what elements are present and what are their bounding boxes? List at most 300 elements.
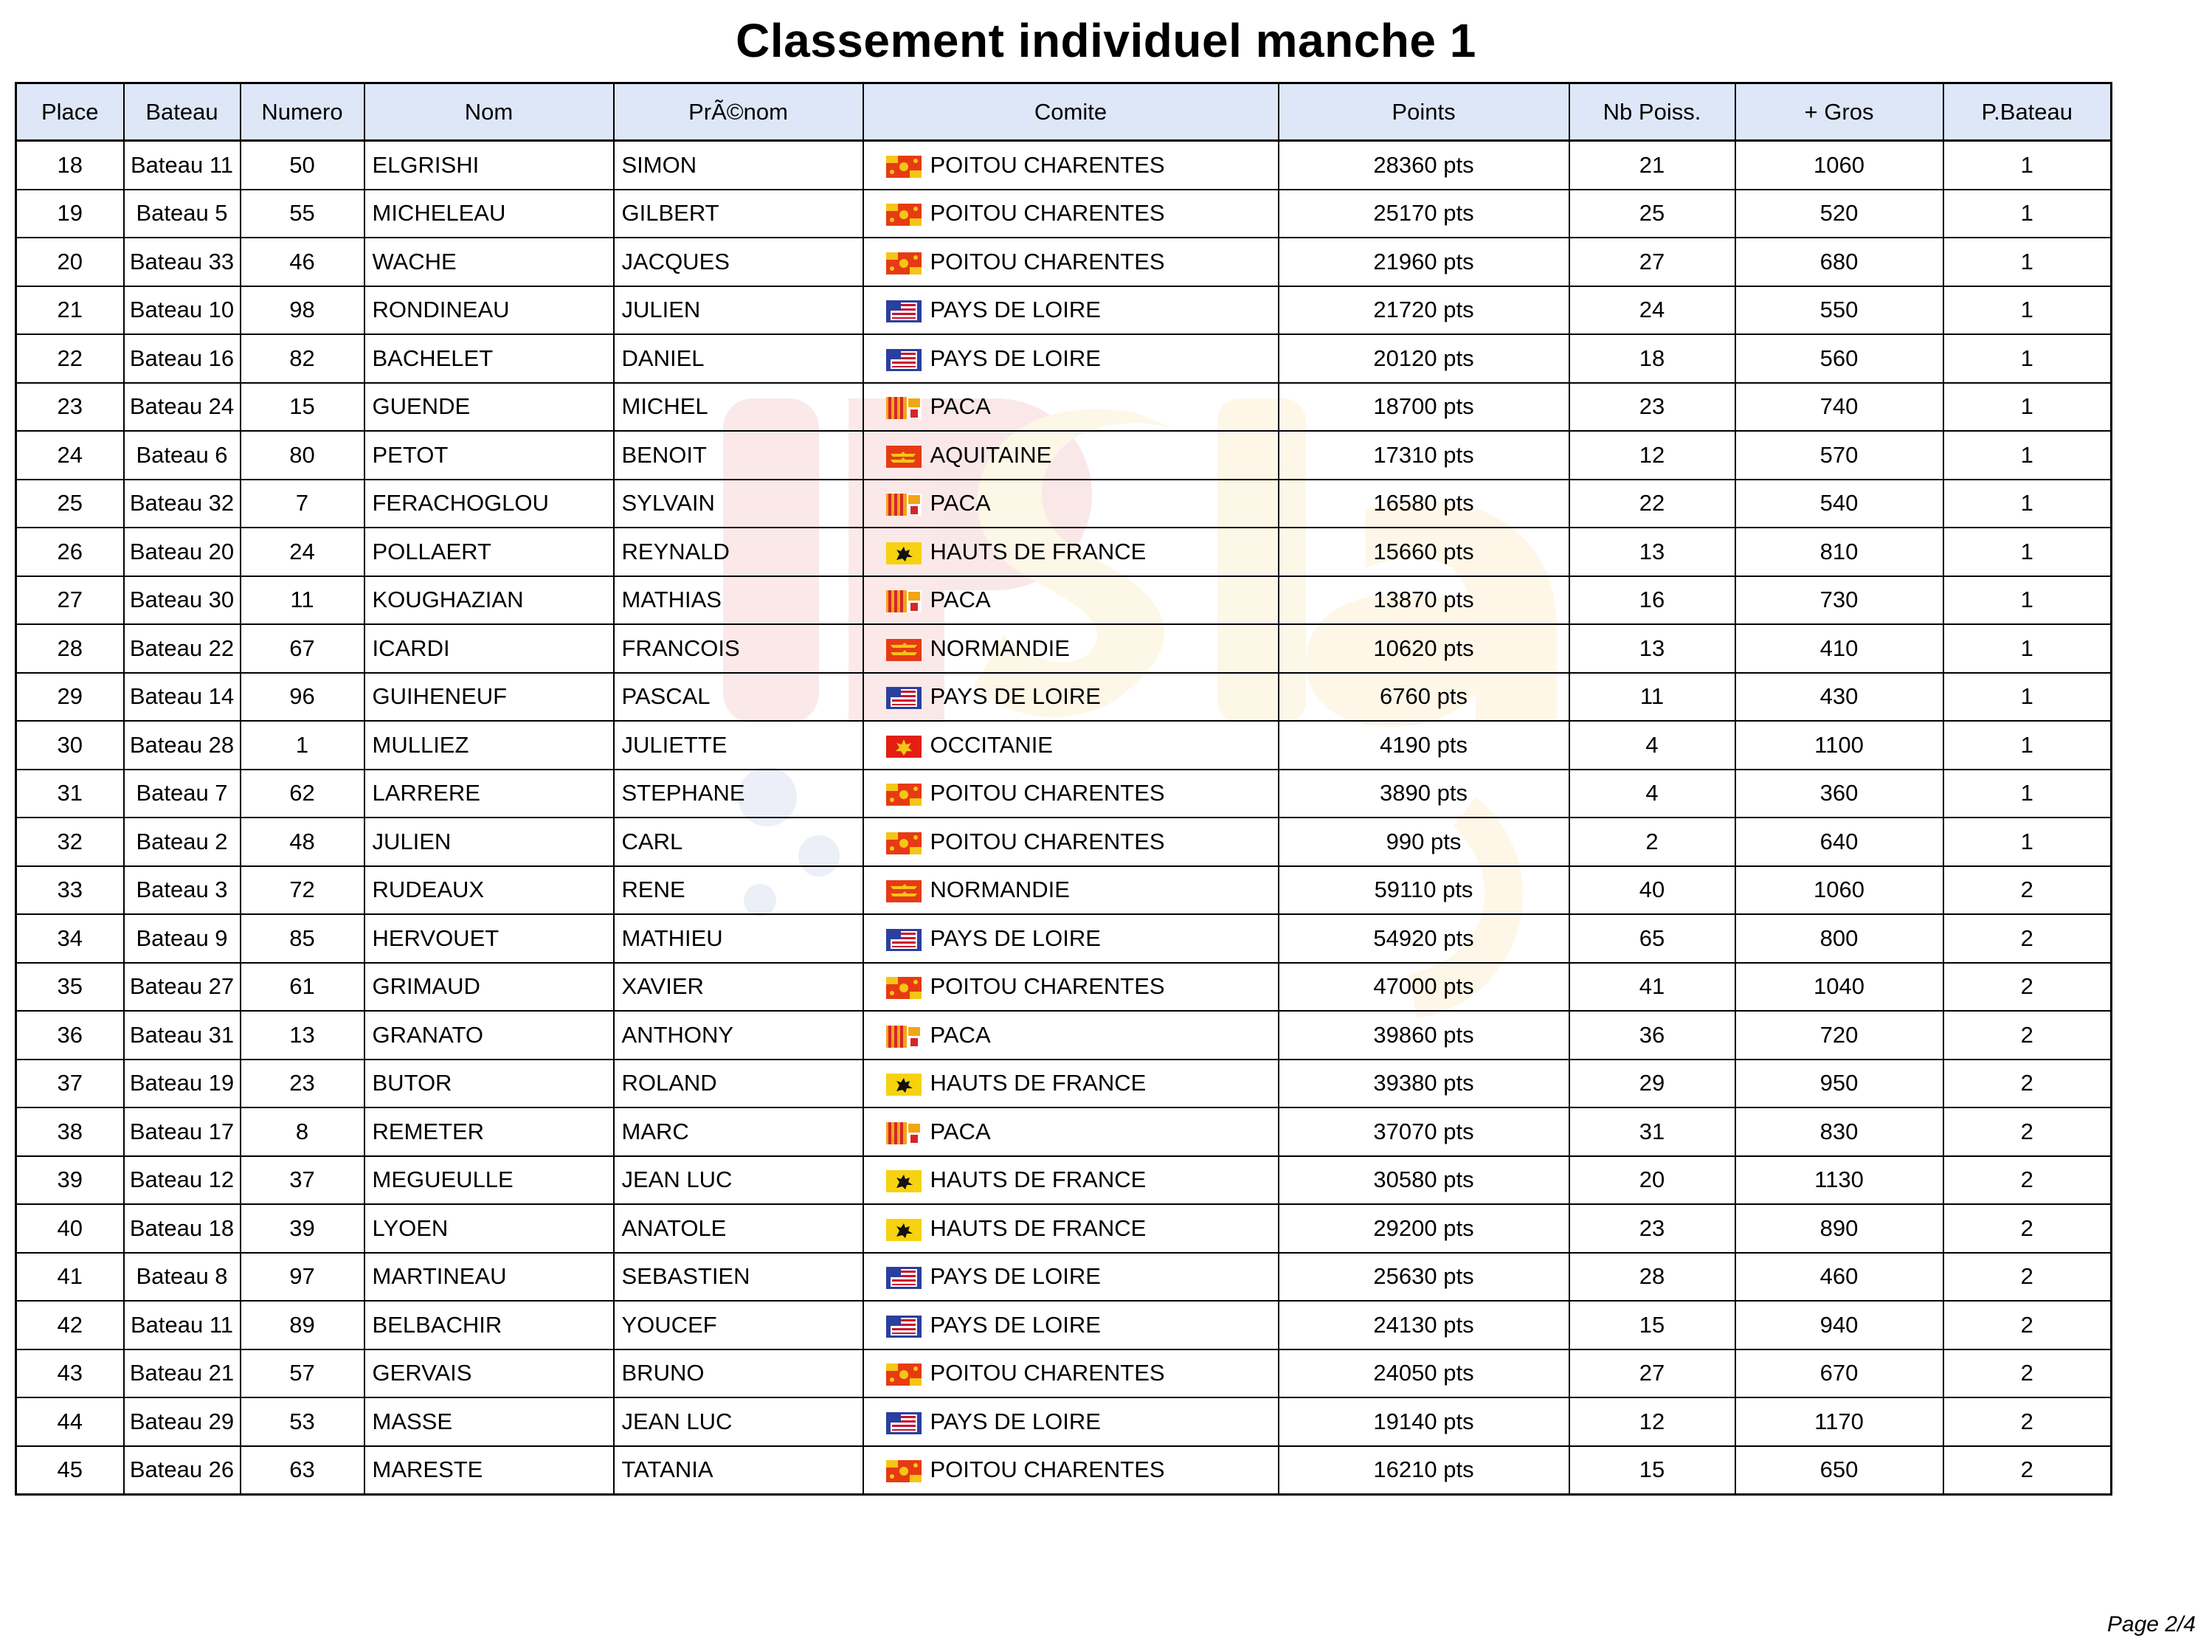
numero-cell: 61	[241, 963, 364, 1012]
gros-cell: 1060	[1735, 866, 1943, 915]
comite-label: PAYS DE LOIRE	[930, 345, 1101, 371]
prenom-cell: ANTHONY	[614, 1011, 863, 1060]
numero-cell: 96	[241, 673, 364, 722]
points-cell: 25170 pts	[1279, 190, 1569, 238]
table-row	[16, 1349, 2112, 1398]
p-bateau-cell: 1	[1943, 576, 2112, 625]
points-cell: 19140 pts	[1279, 1397, 1569, 1446]
place-cell: 45	[16, 1446, 124, 1495]
comite-label: PACA	[930, 490, 991, 516]
nom-cell: POLLAERT	[364, 528, 614, 576]
nb-poiss-cell: 21	[1569, 141, 1735, 190]
gros-cell: 720	[1735, 1011, 1943, 1060]
place-cell: 29	[16, 673, 124, 722]
points-cell: 24050 pts	[1279, 1349, 1569, 1398]
place-cell: 33	[16, 866, 124, 915]
place-cell: 37	[16, 1060, 124, 1108]
nom-cell: BELBACHIR	[364, 1301, 614, 1349]
gros-cell: 730	[1735, 576, 1943, 625]
loire-flag-icon	[886, 687, 922, 709]
numero-cell: 37	[241, 1156, 364, 1205]
p-bateau-cell: 1	[1943, 334, 2112, 383]
prenom-cell: STEPHANE	[614, 770, 863, 818]
place-cell: 20	[16, 238, 124, 286]
poitou-flag-icon	[886, 1364, 922, 1386]
comite-cell	[863, 770, 1279, 818]
nb-poiss-cell: 40	[1569, 866, 1735, 915]
gros-cell: 890	[1735, 1204, 1943, 1253]
prenom-cell: JULIEN	[614, 286, 863, 335]
prenom-cell: RENE	[614, 866, 863, 915]
table-row	[16, 576, 2112, 625]
nb-poiss-cell: 11	[1569, 673, 1735, 722]
poitou-flag-icon	[886, 252, 922, 274]
gros-cell: 670	[1735, 1349, 1943, 1398]
hauts-flag-icon	[886, 542, 922, 564]
gros-cell: 540	[1735, 480, 1943, 528]
bateau-cell: Bateau 17	[124, 1107, 241, 1156]
comite-label: PACA	[930, 1118, 991, 1144]
p-bateau-cell: 1	[1943, 431, 2112, 480]
p-bateau-cell: 1	[1943, 141, 2112, 190]
bateau-cell: Bateau 11	[124, 1301, 241, 1349]
hauts-flag-icon	[886, 1170, 922, 1192]
comite-cell	[863, 818, 1279, 866]
nb-poiss-cell: 15	[1569, 1301, 1735, 1349]
p-bateau-cell: 1	[1943, 673, 2112, 722]
comite-label: PAYS DE LOIRE	[930, 683, 1101, 710]
comite-label: HAUTS DE FRANCE	[930, 1070, 1147, 1096]
nb-poiss-cell: 12	[1569, 1397, 1735, 1446]
p-bateau-cell: 1	[1943, 383, 2112, 432]
gros-cell: 560	[1735, 334, 1943, 383]
place-cell: 21	[16, 286, 124, 335]
loire-flag-icon	[886, 1412, 922, 1434]
bateau-cell: Bateau 24	[124, 383, 241, 432]
points-cell: 47000 pts	[1279, 963, 1569, 1012]
prenom-cell: CARL	[614, 818, 863, 866]
gros-cell: 520	[1735, 190, 1943, 238]
nom-cell: MULLIEZ	[364, 721, 614, 770]
nom-cell: MASSE	[364, 1397, 614, 1446]
points-cell: 4190 pts	[1279, 721, 1569, 770]
points-cell: 20120 pts	[1279, 334, 1569, 383]
p-bateau-cell: 1	[1943, 721, 2112, 770]
bateau-cell: Bateau 21	[124, 1349, 241, 1398]
loire-flag-icon	[886, 1316, 922, 1338]
numero-cell: 63	[241, 1446, 364, 1495]
prenom-cell: MARC	[614, 1107, 863, 1156]
prenom-cell: DANIEL	[614, 334, 863, 383]
bateau-cell: Bateau 19	[124, 1060, 241, 1108]
points-cell: 28360 pts	[1279, 141, 1569, 190]
gros-cell: 460	[1735, 1253, 1943, 1302]
gros-cell: 810	[1735, 528, 1943, 576]
p-bateau-cell: 1	[1943, 528, 2112, 576]
numero-cell: 24	[241, 528, 364, 576]
table-row	[16, 1011, 2112, 1060]
nom-cell: WACHE	[364, 238, 614, 286]
header-bateau: Bateau	[124, 83, 241, 141]
poitou-flag-icon	[886, 204, 922, 226]
points-cell: 59110 pts	[1279, 866, 1569, 915]
table-row	[16, 1156, 2112, 1205]
p-bateau-cell: 1	[1943, 818, 2112, 866]
place-cell: 36	[16, 1011, 124, 1060]
paca-flag-icon	[886, 590, 922, 612]
prenom-cell: XAVIER	[614, 963, 863, 1012]
points-cell: 18700 pts	[1279, 383, 1569, 432]
nom-cell: GUENDE	[364, 383, 614, 432]
points-cell: 17310 pts	[1279, 431, 1569, 480]
hauts-flag-icon	[886, 1219, 922, 1241]
place-cell: 43	[16, 1349, 124, 1398]
occitanie-flag-icon	[886, 736, 922, 758]
place-cell: 26	[16, 528, 124, 576]
bateau-cell: Bateau 2	[124, 818, 241, 866]
gros-cell: 410	[1735, 624, 1943, 673]
numero-cell: 82	[241, 334, 364, 383]
poitou-flag-icon	[886, 977, 922, 999]
prenom-cell: JEAN LUC	[614, 1156, 863, 1205]
table-row	[16, 673, 2112, 722]
bateau-cell: Bateau 32	[124, 480, 241, 528]
nb-poiss-cell: 27	[1569, 1349, 1735, 1398]
comite-label: HAUTS DE FRANCE	[930, 538, 1147, 564]
place-cell: 41	[16, 1253, 124, 1302]
prenom-cell: FRANCOIS	[614, 624, 863, 673]
gros-cell: 1060	[1735, 141, 1943, 190]
hauts-flag-icon	[886, 1074, 922, 1096]
prenom-cell: BENOIT	[614, 431, 863, 480]
page-number: Page 2/4	[2106, 1612, 2196, 1637]
points-cell: 39380 pts	[1279, 1060, 1569, 1108]
nom-cell: RUDEAUX	[364, 866, 614, 915]
gros-cell: 550	[1735, 286, 1943, 335]
numero-cell: 57	[241, 1349, 364, 1398]
place-cell: 24	[16, 431, 124, 480]
comite-label: PACA	[930, 393, 991, 420]
comite-label: HAUTS DE FRANCE	[930, 1167, 1147, 1193]
comite-cell	[863, 576, 1279, 625]
numero-cell: 53	[241, 1397, 364, 1446]
comite-label: NORMANDIE	[930, 635, 1070, 661]
comite-cell	[863, 914, 1279, 963]
nb-poiss-cell: 28	[1569, 1253, 1735, 1302]
points-cell: 37070 pts	[1279, 1107, 1569, 1156]
prenom-cell: REYNALD	[614, 528, 863, 576]
nb-poiss-cell: 12	[1569, 431, 1735, 480]
bateau-cell: Bateau 14	[124, 673, 241, 722]
bateau-cell: Bateau 10	[124, 286, 241, 335]
points-cell: 54920 pts	[1279, 914, 1569, 963]
comite-cell	[863, 334, 1279, 383]
p-bateau-cell: 1	[1943, 624, 2112, 673]
numero-cell: 8	[241, 1107, 364, 1156]
bateau-cell: Bateau 28	[124, 721, 241, 770]
numero-cell: 11	[241, 576, 364, 625]
bateau-cell: Bateau 3	[124, 866, 241, 915]
gros-cell: 1040	[1735, 963, 1943, 1012]
header-points: Points	[1279, 83, 1569, 141]
table-row	[16, 1301, 2112, 1349]
place-cell: 23	[16, 383, 124, 432]
table-row	[16, 1446, 2112, 1495]
prenom-cell: YOUCEF	[614, 1301, 863, 1349]
bateau-cell: Bateau 5	[124, 190, 241, 238]
nb-poiss-cell: 29	[1569, 1060, 1735, 1108]
nb-poiss-cell: 36	[1569, 1011, 1735, 1060]
numero-cell: 72	[241, 866, 364, 915]
nom-cell: LARRERE	[364, 770, 614, 818]
points-cell: 24130 pts	[1279, 1301, 1569, 1349]
bateau-cell: Bateau 8	[124, 1253, 241, 1302]
p-bateau-cell: 2	[1943, 1301, 2112, 1349]
comite-label: POITOU CHARENTES	[930, 780, 1165, 806]
gros-cell: 680	[1735, 238, 1943, 286]
prenom-cell: MATHIEU	[614, 914, 863, 963]
comite-cell	[863, 1156, 1279, 1205]
bateau-cell: Bateau 22	[124, 624, 241, 673]
p-bateau-cell: 2	[1943, 1156, 2112, 1205]
nb-poiss-cell: 31	[1569, 1107, 1735, 1156]
numero-cell: 55	[241, 190, 364, 238]
place-cell: 35	[16, 963, 124, 1012]
gros-cell: 950	[1735, 1060, 1943, 1108]
points-cell: 29200 pts	[1279, 1204, 1569, 1253]
nb-poiss-cell: 41	[1569, 963, 1735, 1012]
header-numero: Numero	[241, 83, 364, 141]
points-cell: 21720 pts	[1279, 286, 1569, 335]
comite-label: HAUTS DE FRANCE	[930, 1214, 1147, 1241]
comite-cell	[863, 1349, 1279, 1398]
numero-cell: 62	[241, 770, 364, 818]
p-bateau-cell: 2	[1943, 1397, 2112, 1446]
nb-poiss-cell: 13	[1569, 528, 1735, 576]
table-row	[16, 1397, 2112, 1446]
table-row	[16, 914, 2112, 963]
p-bateau-cell: 2	[1943, 1204, 2112, 1253]
nom-cell: JULIEN	[364, 818, 614, 866]
nb-poiss-cell: 13	[1569, 624, 1735, 673]
bateau-cell: Bateau 31	[124, 1011, 241, 1060]
header-place: Place	[16, 83, 124, 141]
table-header-row	[16, 83, 2112, 141]
table-row	[16, 866, 2112, 915]
table-row	[16, 480, 2112, 528]
header-gros: + Gros	[1735, 83, 1943, 141]
nom-cell: GRANATO	[364, 1011, 614, 1060]
nom-cell: MARTINEAU	[364, 1253, 614, 1302]
p-bateau-cell: 1	[1943, 190, 2112, 238]
comite-label: PAYS DE LOIRE	[930, 1408, 1101, 1434]
comite-label: PAYS DE LOIRE	[930, 1263, 1101, 1290]
numero-cell: 23	[241, 1060, 364, 1108]
p-bateau-cell: 2	[1943, 1011, 2112, 1060]
table-row	[16, 963, 2112, 1012]
comite-cell	[863, 1107, 1279, 1156]
paca-flag-icon	[886, 494, 922, 516]
comite-cell	[863, 1204, 1279, 1253]
comite-cell	[863, 1397, 1279, 1446]
comite-cell	[863, 383, 1279, 432]
header-comite: Comite	[863, 83, 1279, 141]
prenom-cell: GILBERT	[614, 190, 863, 238]
points-cell: 13870 pts	[1279, 576, 1569, 625]
nom-cell: REMETER	[364, 1107, 614, 1156]
bateau-cell: Bateau 27	[124, 963, 241, 1012]
loire-flag-icon	[886, 349, 922, 371]
nom-cell: ICARDI	[364, 624, 614, 673]
points-cell: 15660 pts	[1279, 528, 1569, 576]
nb-poiss-cell: 18	[1569, 334, 1735, 383]
poitou-flag-icon	[886, 832, 922, 854]
place-cell: 44	[16, 1397, 124, 1446]
table-row	[16, 1253, 2112, 1302]
numero-cell: 89	[241, 1301, 364, 1349]
bateau-cell: Bateau 12	[124, 1156, 241, 1205]
nom-cell: GUIHENEUF	[364, 673, 614, 722]
place-cell: 28	[16, 624, 124, 673]
nb-poiss-cell: 23	[1569, 383, 1735, 432]
table-row	[16, 190, 2112, 238]
numero-cell: 15	[241, 383, 364, 432]
numero-cell: 1	[241, 721, 364, 770]
comite-label: PAYS DE LOIRE	[930, 297, 1101, 323]
comite-cell	[863, 431, 1279, 480]
comite-label: NORMANDIE	[930, 877, 1070, 903]
comite-cell	[863, 673, 1279, 722]
comite-label: OCCITANIE	[930, 731, 1053, 758]
comite-cell	[863, 1060, 1279, 1108]
comite-cell	[863, 1253, 1279, 1302]
table-row	[16, 383, 2112, 432]
comite-cell	[863, 528, 1279, 576]
table-row	[16, 721, 2112, 770]
numero-cell: 67	[241, 624, 364, 673]
nb-poiss-cell: 23	[1569, 1204, 1735, 1253]
p-bateau-cell: 2	[1943, 1253, 2112, 1302]
bateau-cell: Bateau 7	[124, 770, 241, 818]
points-cell: 990 pts	[1279, 818, 1569, 866]
comite-cell	[863, 721, 1279, 770]
gros-cell: 640	[1735, 818, 1943, 866]
numero-cell: 50	[241, 141, 364, 190]
table-row	[16, 238, 2112, 286]
bateau-cell: Bateau 6	[124, 431, 241, 480]
normandie-flag-icon	[886, 880, 922, 902]
p-bateau-cell: 2	[1943, 963, 2112, 1012]
table-row	[16, 141, 2112, 190]
nom-cell: HERVOUET	[364, 914, 614, 963]
comite-label: POITOU CHARENTES	[930, 828, 1165, 854]
place-cell: 32	[16, 818, 124, 866]
header-prenom: PrÃ©nom	[614, 83, 863, 141]
comite-cell	[863, 1446, 1279, 1495]
comite-cell	[863, 866, 1279, 915]
comite-label: AQUITAINE	[930, 441, 1052, 468]
header-nb-poiss: Nb Poiss.	[1569, 83, 1735, 141]
place-cell: 18	[16, 141, 124, 190]
numero-cell: 98	[241, 286, 364, 335]
numero-cell: 39	[241, 1204, 364, 1253]
normandie-flag-icon	[886, 639, 922, 661]
comite-label: PAYS DE LOIRE	[930, 1311, 1101, 1338]
comite-cell	[863, 141, 1279, 190]
gros-cell: 740	[1735, 383, 1943, 432]
prenom-cell: MATHIAS	[614, 576, 863, 625]
gros-cell: 800	[1735, 914, 1943, 963]
prenom-cell: BRUNO	[614, 1349, 863, 1398]
points-cell: 10620 pts	[1279, 624, 1569, 673]
table-row	[16, 1107, 2112, 1156]
nom-cell: ELGRISHI	[364, 141, 614, 190]
nom-cell: BUTOR	[364, 1060, 614, 1108]
paca-flag-icon	[886, 1122, 922, 1144]
points-cell: 6760 pts	[1279, 673, 1569, 722]
table-row	[16, 624, 2112, 673]
gros-cell: 430	[1735, 673, 1943, 722]
nom-cell: BACHELET	[364, 334, 614, 383]
comite-label: POITOU CHARENTES	[930, 151, 1165, 178]
comite-label: PACA	[930, 587, 991, 613]
place-cell: 40	[16, 1204, 124, 1253]
comite-label: POITOU CHARENTES	[930, 200, 1165, 227]
nom-cell: MICHELEAU	[364, 190, 614, 238]
gros-cell: 570	[1735, 431, 1943, 480]
prenom-cell: JACQUES	[614, 238, 863, 286]
nb-poiss-cell: 16	[1569, 576, 1735, 625]
nom-cell: LYOEN	[364, 1204, 614, 1253]
nom-cell: KOUGHAZIAN	[364, 576, 614, 625]
paca-flag-icon	[886, 1026, 922, 1048]
bateau-cell: Bateau 20	[124, 528, 241, 576]
points-cell: 25630 pts	[1279, 1253, 1569, 1302]
comite-label: PAYS DE LOIRE	[930, 925, 1101, 951]
points-cell: 16210 pts	[1279, 1446, 1569, 1495]
nb-poiss-cell: 65	[1569, 914, 1735, 963]
points-cell: 16580 pts	[1279, 480, 1569, 528]
numero-cell: 13	[241, 1011, 364, 1060]
poitou-flag-icon	[886, 784, 922, 806]
place-cell: 31	[16, 770, 124, 818]
table-row	[16, 528, 2112, 576]
p-bateau-cell: 1	[1943, 480, 2112, 528]
table-row	[16, 431, 2112, 480]
place-cell: 27	[16, 576, 124, 625]
p-bateau-cell: 2	[1943, 1446, 2112, 1495]
loire-flag-icon	[886, 300, 922, 322]
nb-poiss-cell: 15	[1569, 1446, 1735, 1495]
gros-cell: 1170	[1735, 1397, 1943, 1446]
p-bateau-cell: 1	[1943, 286, 2112, 335]
place-cell: 25	[16, 480, 124, 528]
loire-flag-icon	[886, 929, 922, 951]
prenom-cell: SIMON	[614, 141, 863, 190]
prenom-cell: ROLAND	[614, 1060, 863, 1108]
points-cell: 21960 pts	[1279, 238, 1569, 286]
numero-cell: 46	[241, 238, 364, 286]
table-row	[16, 818, 2112, 866]
bateau-cell: Bateau 9	[124, 914, 241, 963]
p-bateau-cell: 2	[1943, 1060, 2112, 1108]
nom-cell: MARESTE	[364, 1446, 614, 1495]
comite-cell	[863, 1301, 1279, 1349]
comite-cell	[863, 190, 1279, 238]
nom-cell: RONDINEAU	[364, 286, 614, 335]
gros-cell: 1130	[1735, 1156, 1943, 1205]
nom-cell: GERVAIS	[364, 1349, 614, 1398]
